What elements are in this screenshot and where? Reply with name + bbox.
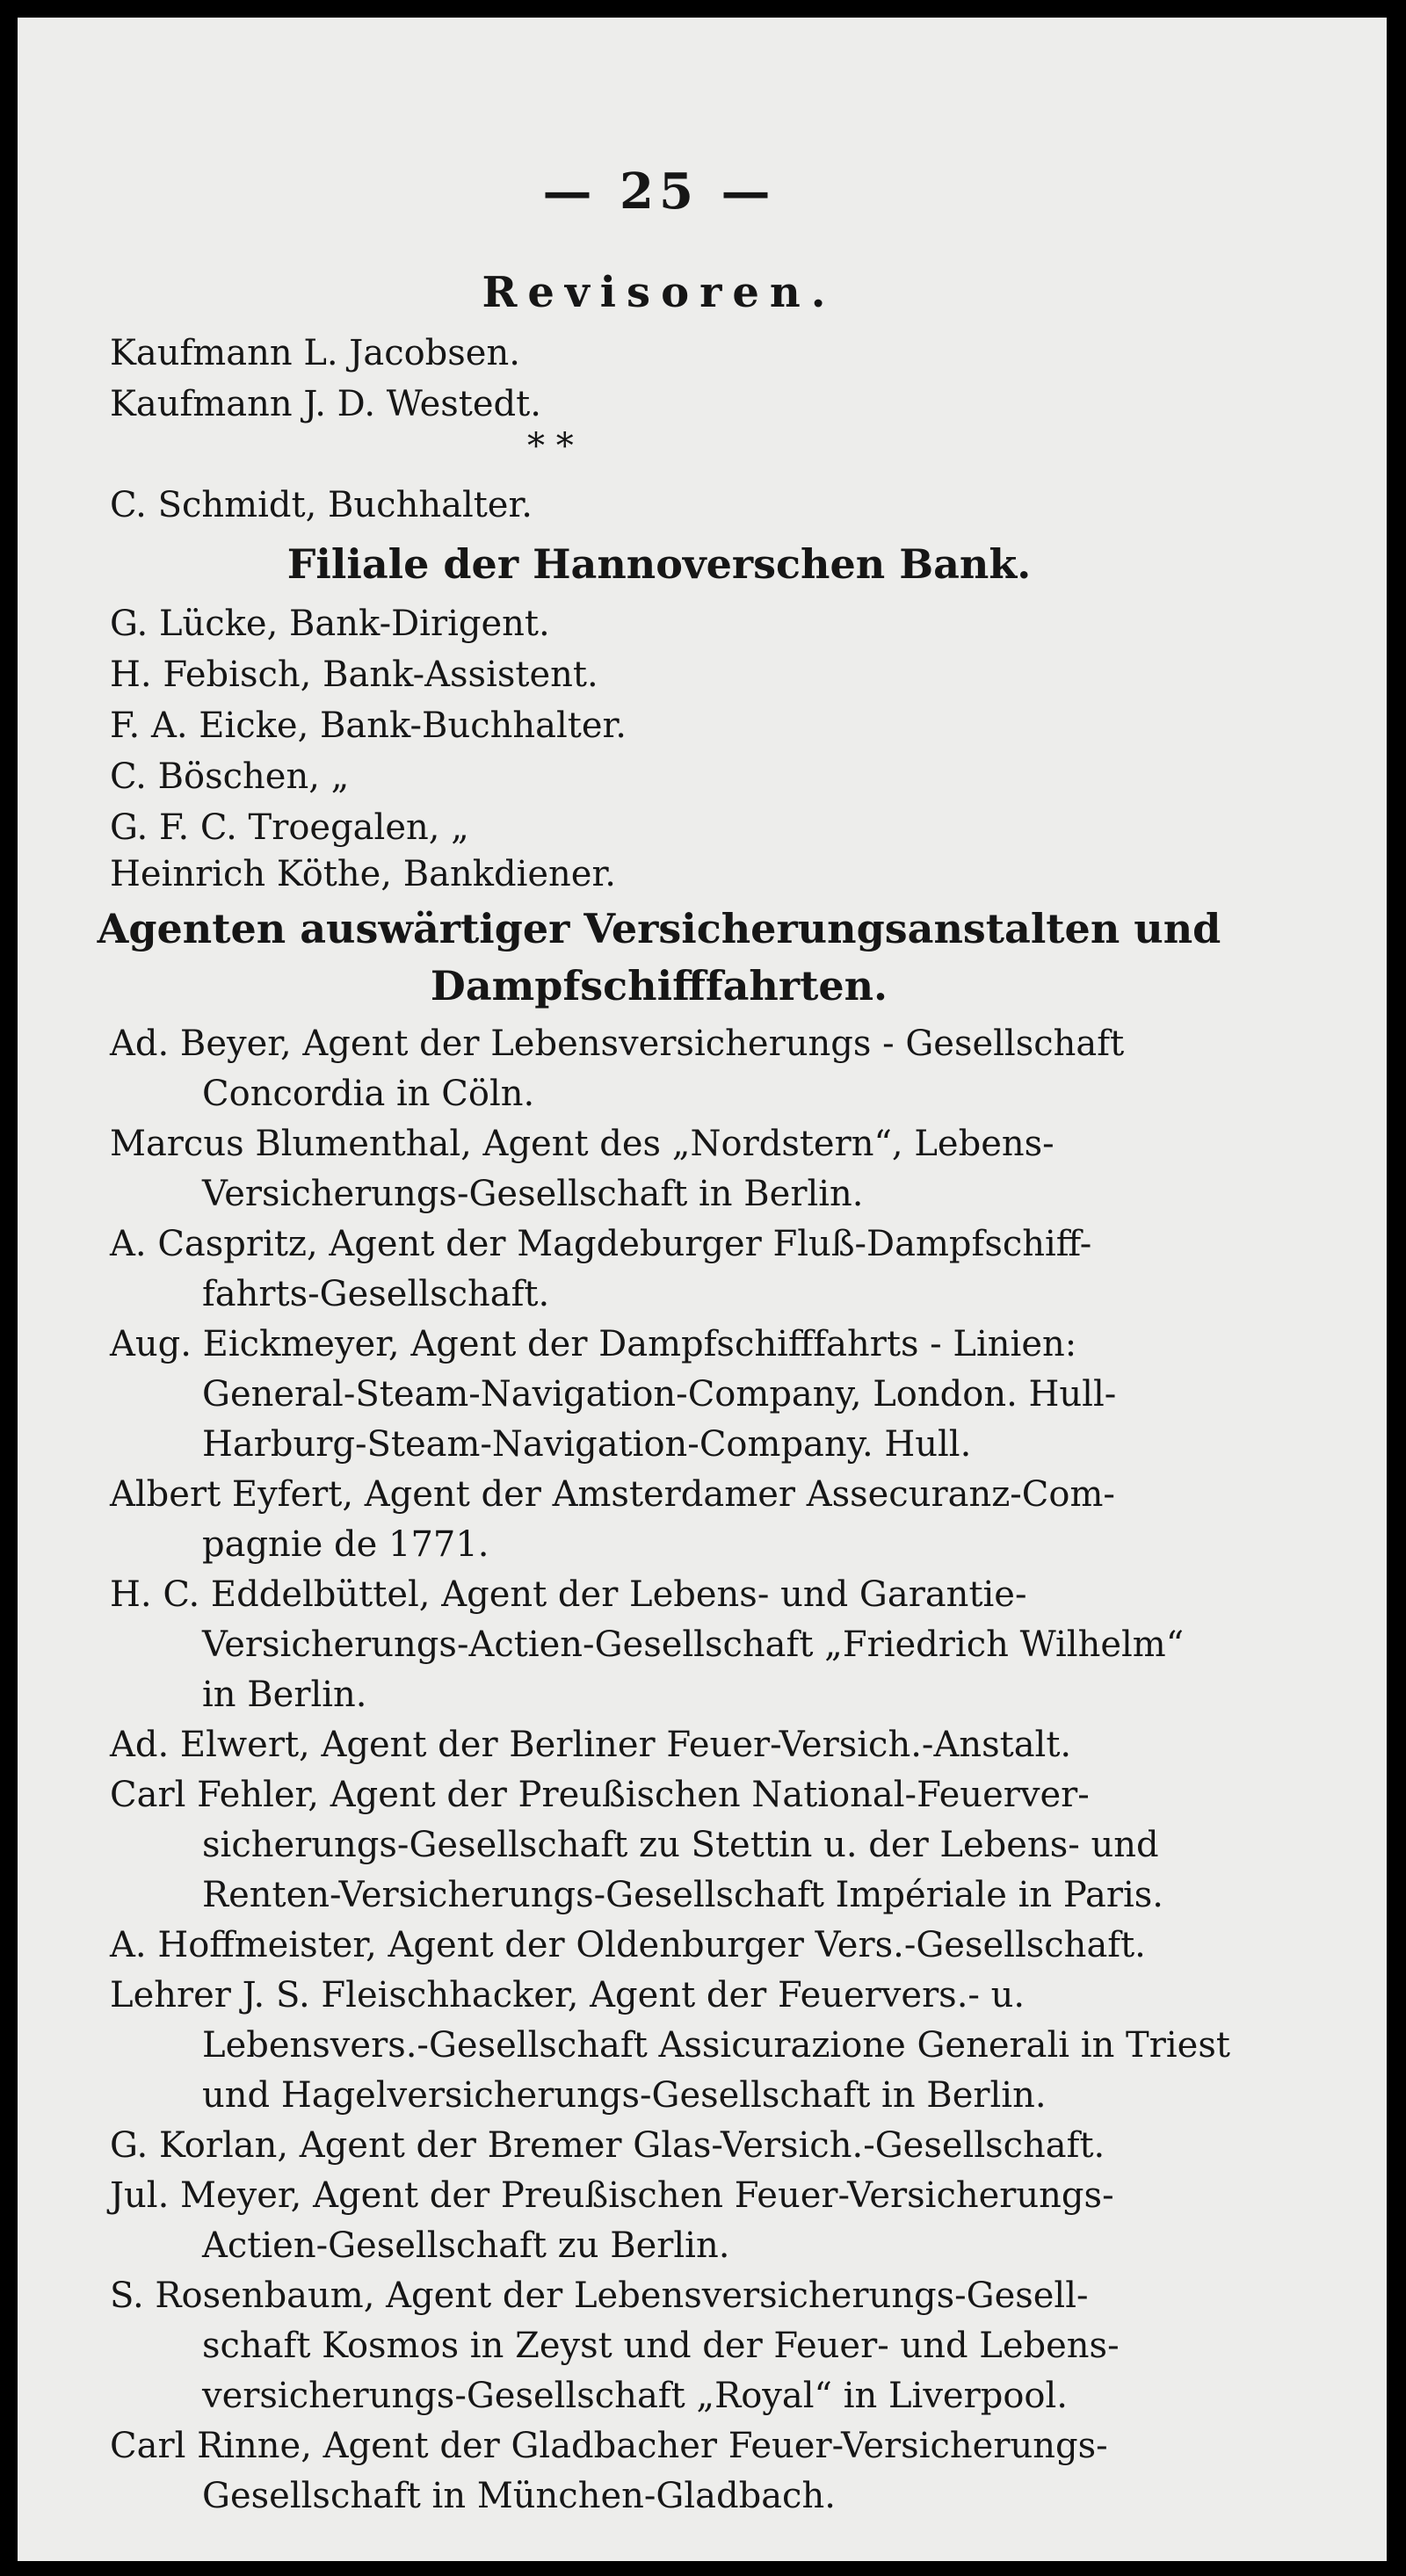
filiale-line: G. Lücke, Bank-Dirigent. xyxy=(110,604,550,644)
heading-revisoren: Revisoren. xyxy=(482,268,837,317)
agent-line: Renten-Versicherungs-Gesellschaft Impériale in Paris. xyxy=(202,1875,1164,1915)
agent-line: S. Rosenbaum, Agent der Lebensversicherungs-Gesell- xyxy=(110,2276,1089,2316)
agent-line: Aug. Eickmeyer, Agent der Dampfschifffahrts - Linien: xyxy=(110,1324,1077,1364)
filiale-line: G. F. C. Troegalen, „ xyxy=(110,807,469,848)
agent-line: Lebensvers.-Gesellschaft Assicurazione Generali in Triest xyxy=(202,2025,1230,2066)
agent-line: Concordia in Cöln. xyxy=(202,1074,535,1114)
heading-filiale: Filiale der Hannoverschen Bank. xyxy=(286,540,1032,588)
agent-line: G. Korlan, Agent der Bremer Glas-Versich.-Gesellschaft. xyxy=(110,2125,1105,2166)
filiale-line: C. Böschen, „ xyxy=(110,756,350,797)
agent-line: Ad. Beyer, Agent der Lebensversicherungs - Gesellschaft xyxy=(110,1024,1125,1064)
revisor-line: Kaufmann L. Jacobsen. xyxy=(110,333,520,373)
agent-line: Albert Eyfert, Agent der Amsterdamer Assecuranz-Com- xyxy=(110,1474,1115,1515)
filiale-line: Heinrich Köthe, Bankdiener. xyxy=(110,854,616,894)
agent-line: H. C. Eddelbüttel, Agent der Lebens- und Garantie- xyxy=(110,1574,1027,1615)
agent-line: Gesellschaft in München-Gladbach. xyxy=(202,2476,836,2516)
agent-line: schaft Kosmos in Zeyst und der Feuer- und Lebens- xyxy=(202,2326,1120,2366)
agent-line: Harburg-Steam-Navigation-Company. Hull. xyxy=(202,1424,972,1465)
agent-line: Versicherungs-Actien-Gesellschaft „Friedrich Wilhelm“ xyxy=(202,1624,1185,1665)
agent-line: Jul. Meyer, Agent der Preußischen Feuer-Versicherungs- xyxy=(110,2175,1114,2216)
agent-line: A. Caspritz, Agent der Magdeburger Fluß-Dampfschiff- xyxy=(110,1224,1092,1264)
document-page xyxy=(18,18,1387,2561)
agent-line: in Berlin. xyxy=(202,1675,367,1715)
separator-stars: * * xyxy=(527,426,574,467)
heading-agenten-cont: Dampfschifffahrten. xyxy=(430,962,888,1009)
agent-line: versicherungs-Gesellschaft „Royal“ in Liverpool. xyxy=(202,2376,1068,2416)
agent-line: und Hagelversicherungs-Gesellschaft in Berlin. xyxy=(202,2075,1047,2116)
schmidt-line: C. Schmidt, Buchhalter. xyxy=(110,485,533,525)
filiale-line: H. Febisch, Bank-Assistent. xyxy=(110,655,598,695)
agent-line: A. Hoffmeister, Agent der Oldenburger Vers.-Gesellschaft. xyxy=(110,1925,1146,1965)
agent-line: General-Steam-Navigation-Company, London. Hull- xyxy=(202,1374,1117,1415)
agent-line: Ad. Elwert, Agent der Berliner Feuer-Versich.-Anstalt. xyxy=(110,1725,1072,1765)
agent-line: pagnie de 1771. xyxy=(202,1524,489,1565)
agent-line: Carl Rinne, Agent der Gladbacher Feuer-Versicherungs- xyxy=(110,2426,1108,2466)
agent-line: fahrts-Gesellschaft. xyxy=(202,1274,550,1314)
page-number: — 25 — xyxy=(542,163,776,221)
revisor-line: Kaufmann J. D. Westedt. xyxy=(110,384,541,424)
filiale-line: F. A. Eicke, Bank-Buchhalter. xyxy=(110,706,627,746)
agent-line: Marcus Blumenthal, Agent des „Nordstern“, Lebens- xyxy=(110,1124,1054,1164)
agent-line: sicherungs-Gesellschaft zu Stettin u. der Lebens- und xyxy=(202,1825,1159,1865)
agent-line: Lehrer J. S. Fleischhacker, Agent der Feuervers.- u. xyxy=(110,1975,1026,2015)
heading-agenten: Agenten auswärtiger Versicherungsanstalten und xyxy=(97,905,1221,952)
agent-line: Versicherungs-Gesellschaft in Berlin. xyxy=(202,1174,864,1214)
agent-line: Actien-Gesellschaft zu Berlin. xyxy=(202,2225,730,2266)
agent-line: Carl Fehler, Agent der Preußischen National-Feuerver- xyxy=(110,1775,1090,1815)
